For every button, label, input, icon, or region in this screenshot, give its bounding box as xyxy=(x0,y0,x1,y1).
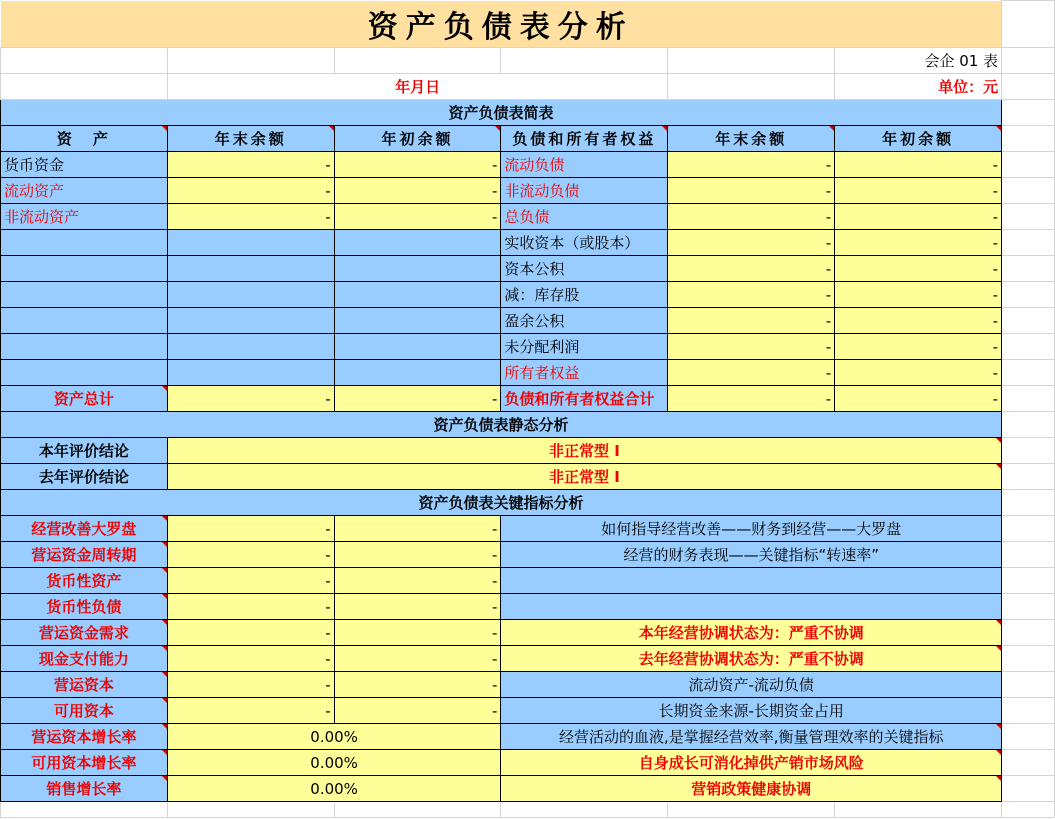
section-header[interactable]: 资产负债表关键指标分析 xyxy=(1,490,1002,516)
empty-cell[interactable] xyxy=(1002,464,1055,490)
asset-end-value[interactable] xyxy=(167,282,334,308)
liability-label[interactable]: 所有者权益 xyxy=(501,360,668,386)
growth-value[interactable]: 0.00% xyxy=(167,776,501,802)
table-row xyxy=(1,594,1055,620)
empty-cell[interactable] xyxy=(1002,1,1055,48)
liability-begin-value[interactable]: - xyxy=(835,308,1002,334)
asset-total-end[interactable]: - xyxy=(167,386,334,412)
indicator-value[interactable]: - xyxy=(334,568,501,594)
indicator-value[interactable]: - xyxy=(334,672,501,698)
indicator-value[interactable]: - xyxy=(167,542,334,568)
table-row xyxy=(1,490,1055,516)
indicator-value[interactable]: - xyxy=(167,646,334,672)
asset-begin-value[interactable] xyxy=(334,334,501,360)
liability-end-value[interactable]: - xyxy=(668,282,835,308)
liability-end-value[interactable]: - xyxy=(668,204,835,230)
table-row xyxy=(1,178,1055,204)
table-row xyxy=(1,334,1055,360)
asset-label[interactable] xyxy=(1,308,168,334)
date-label[interactable]: 年月日 xyxy=(167,74,668,100)
indicator-value[interactable]: - xyxy=(167,516,334,542)
section-header[interactable]: 资产负债表静态分析 xyxy=(1,412,1002,438)
indicator-value[interactable]: - xyxy=(334,646,501,672)
indicator-note[interactable]: 去年经营协调状态为：严重不协调 xyxy=(501,646,1002,672)
indicator-label[interactable]: 货币性负债 xyxy=(1,594,168,620)
liability-label[interactable]: 总负债 xyxy=(501,204,668,230)
table-row xyxy=(1,568,1055,594)
evaluation-label[interactable]: 本年评价结论 xyxy=(1,438,168,464)
liability-begin-value[interactable]: - xyxy=(835,178,1002,204)
asset-label[interactable]: 货币资金 xyxy=(1,152,168,178)
form-number[interactable]: 会企 01 表 xyxy=(835,48,1002,74)
table-row xyxy=(1,464,1055,490)
asset-begin-value[interactable]: - xyxy=(334,204,501,230)
table-row xyxy=(1,750,1055,776)
liability-total-end[interactable]: - xyxy=(668,386,835,412)
empty-cell[interactable] xyxy=(668,802,835,818)
empty-cell[interactable] xyxy=(1002,178,1055,204)
indicator-label[interactable]: 营运资本 xyxy=(1,672,168,698)
empty-cell[interactable] xyxy=(1002,646,1055,672)
indicator-label[interactable]: 现金支付能力 xyxy=(1,646,168,672)
asset-begin-value[interactable] xyxy=(334,230,501,256)
empty-cell[interactable] xyxy=(1002,750,1055,776)
asset-total-begin[interactable]: - xyxy=(334,386,501,412)
empty-cell[interactable] xyxy=(1002,776,1055,802)
liability-end-value[interactable]: - xyxy=(668,256,835,282)
empty-cell[interactable] xyxy=(167,802,334,818)
growth-value[interactable]: 0.00% xyxy=(167,750,501,776)
indicator-value[interactable]: - xyxy=(167,672,334,698)
indicator-value[interactable]: - xyxy=(167,594,334,620)
indicator-note[interactable]: 经营的财务表现——关键指标“转速率” xyxy=(501,542,1002,568)
asset-begin-value[interactable] xyxy=(334,360,501,386)
table-row xyxy=(1,776,1055,802)
table-row xyxy=(1,620,1055,646)
table-row xyxy=(1,542,1055,568)
indicator-value[interactable]: - xyxy=(167,568,334,594)
empty-cell[interactable] xyxy=(1002,620,1055,646)
table-row xyxy=(1,438,1055,464)
liability-label[interactable]: 流动负债 xyxy=(501,152,668,178)
table-row xyxy=(1,74,1055,100)
asset-label[interactable]: 非流动资产 xyxy=(1,204,168,230)
indicator-label[interactable]: 营运资金需求 xyxy=(1,620,168,646)
asset-begin-value[interactable]: - xyxy=(334,178,501,204)
column-header[interactable]: 年末余额 xyxy=(668,126,835,152)
column-header[interactable]: 年初余额 xyxy=(835,126,1002,152)
empty-cell[interactable] xyxy=(334,48,501,74)
empty-cell[interactable] xyxy=(501,48,668,74)
empty-cell[interactable] xyxy=(1002,334,1055,360)
indicator-note[interactable] xyxy=(501,594,1002,620)
asset-end-value[interactable] xyxy=(167,334,334,360)
asset-end-value[interactable] xyxy=(167,256,334,282)
asset-end-value[interactable]: - xyxy=(167,204,334,230)
table-row xyxy=(1,646,1055,672)
growth-label[interactable]: 销售增长率 xyxy=(1,776,168,802)
table-row xyxy=(1,230,1055,256)
table-row xyxy=(1,802,1055,818)
asset-end-value[interactable] xyxy=(167,230,334,256)
unit-label[interactable]: 单位：元 xyxy=(835,74,1002,100)
table-row xyxy=(1,126,1055,152)
evaluation-label[interactable]: 去年评价结论 xyxy=(1,464,168,490)
liability-begin-value[interactable]: - xyxy=(835,282,1002,308)
indicator-note[interactable]: 如何指导经营改善——财务到经营——大罗盘 xyxy=(501,516,1002,542)
indicator-value[interactable]: - xyxy=(334,698,501,724)
empty-cell[interactable] xyxy=(668,48,835,74)
empty-cell[interactable] xyxy=(1002,308,1055,334)
liability-end-value[interactable]: - xyxy=(668,230,835,256)
empty-cell[interactable] xyxy=(1002,152,1055,178)
empty-cell[interactable] xyxy=(1002,802,1055,818)
indicator-value[interactable]: - xyxy=(334,594,501,620)
empty-cell[interactable] xyxy=(1002,438,1055,464)
empty-cell[interactable] xyxy=(1002,360,1055,386)
liability-total-label[interactable]: 负债和所有者权益合计 xyxy=(501,386,668,412)
empty-cell[interactable] xyxy=(1002,490,1055,516)
growth-label[interactable]: 营运资本增长率 xyxy=(1,724,168,750)
table-row xyxy=(1,204,1055,230)
asset-begin-value[interactable] xyxy=(334,282,501,308)
table-row xyxy=(1,100,1055,126)
empty-cell[interactable] xyxy=(1,802,168,818)
asset-end-value[interactable] xyxy=(167,360,334,386)
liability-label[interactable]: 资本公积 xyxy=(501,256,668,282)
asset-begin-value[interactable] xyxy=(334,308,501,334)
table-row xyxy=(1,282,1055,308)
asset-end-value[interactable]: - xyxy=(167,178,334,204)
table-row xyxy=(1,308,1055,334)
table-row xyxy=(1,516,1055,542)
indicator-label[interactable]: 经营改善大罗盘 xyxy=(1,516,168,542)
empty-cell[interactable] xyxy=(1002,204,1055,230)
empty-cell[interactable] xyxy=(1002,568,1055,594)
table-row xyxy=(1,672,1055,698)
asset-begin-value[interactable] xyxy=(334,256,501,282)
empty-cell[interactable] xyxy=(1002,282,1055,308)
table-row xyxy=(1,152,1055,178)
liability-end-value[interactable]: - xyxy=(668,334,835,360)
liability-begin-value[interactable]: - xyxy=(835,334,1002,360)
indicator-value[interactable]: - xyxy=(334,516,501,542)
growth-label[interactable]: 可用资本增长率 xyxy=(1,750,168,776)
empty-cell[interactable] xyxy=(1002,594,1055,620)
empty-cell[interactable] xyxy=(1002,100,1055,126)
growth-note[interactable]: 自身成长可消化掉供产销市场风险 xyxy=(501,750,1002,776)
liability-end-value[interactable]: - xyxy=(668,360,835,386)
growth-value[interactable]: 0.00% xyxy=(167,724,501,750)
indicator-value[interactable]: - xyxy=(334,542,501,568)
liability-label[interactable]: 未分配利润 xyxy=(501,334,668,360)
empty-cell[interactable] xyxy=(1,48,168,74)
liability-end-value[interactable]: - xyxy=(668,308,835,334)
table-row xyxy=(1,1,1055,48)
asset-label[interactable]: 流动资产 xyxy=(1,178,168,204)
table-row xyxy=(1,724,1055,750)
column-header[interactable]: 负债和所有者权益 xyxy=(501,126,668,152)
indicator-value[interactable]: - xyxy=(334,620,501,646)
empty-cell[interactable] xyxy=(668,74,835,100)
empty-cell[interactable] xyxy=(1002,256,1055,282)
asset-total-label[interactable]: 资产总计 xyxy=(1,386,168,412)
empty-cell[interactable] xyxy=(167,48,334,74)
liability-begin-value[interactable]: - xyxy=(835,360,1002,386)
section-header[interactable]: 资产负债表简表 xyxy=(1,100,1002,126)
empty-cell[interactable] xyxy=(1002,698,1055,724)
evaluation-value[interactable]: 非正常型 I xyxy=(167,464,1001,490)
liability-begin-value[interactable]: - xyxy=(835,230,1002,256)
table-row xyxy=(1,386,1055,412)
indicator-value[interactable]: - xyxy=(167,620,334,646)
asset-label[interactable] xyxy=(1,282,168,308)
liability-label[interactable]: 减：库存股 xyxy=(501,282,668,308)
column-header[interactable]: 资 产 xyxy=(1,126,168,152)
indicator-label[interactable]: 货币性资产 xyxy=(1,568,168,594)
indicator-note[interactable]: 长期资金来源-长期资金占用 xyxy=(501,698,1002,724)
indicator-note[interactable]: 流动资产-流动负债 xyxy=(501,672,1002,698)
liability-begin-value[interactable]: - xyxy=(835,152,1002,178)
asset-label[interactable] xyxy=(1,334,168,360)
asset-begin-value[interactable]: - xyxy=(334,152,501,178)
empty-cell[interactable] xyxy=(1002,516,1055,542)
asset-end-value[interactable] xyxy=(167,308,334,334)
empty-cell[interactable] xyxy=(1002,48,1055,74)
evaluation-value[interactable]: 非正常型 I xyxy=(167,438,1001,464)
empty-cell[interactable] xyxy=(1002,672,1055,698)
table-row xyxy=(1,698,1055,724)
empty-cell[interactable] xyxy=(1002,412,1055,438)
liability-label[interactable]: 非流动负债 xyxy=(501,178,668,204)
page-title[interactable]: 资产负债表分析 xyxy=(1,1,1002,48)
liability-label[interactable]: 实收资本（或股本） xyxy=(501,230,668,256)
empty-cell[interactable] xyxy=(1002,386,1055,412)
empty-cell[interactable] xyxy=(1002,126,1055,152)
table-row xyxy=(1,256,1055,282)
indicator-value[interactable]: - xyxy=(167,698,334,724)
empty-cell[interactable] xyxy=(1002,74,1055,100)
indicator-note[interactable] xyxy=(501,568,1002,594)
indicator-label[interactable]: 营运资金周转期 xyxy=(1,542,168,568)
column-header[interactable]: 年初余额 xyxy=(334,126,501,152)
liability-end-value[interactable]: - xyxy=(668,152,835,178)
empty-cell[interactable] xyxy=(1,74,168,100)
empty-cell[interactable] xyxy=(1002,724,1055,750)
table-row xyxy=(1,360,1055,386)
empty-cell[interactable] xyxy=(1002,230,1055,256)
liability-end-value[interactable]: - xyxy=(668,178,835,204)
table-row xyxy=(1,412,1055,438)
liability-total-begin[interactable]: - xyxy=(835,386,1002,412)
liability-begin-value[interactable]: - xyxy=(835,204,1002,230)
column-header[interactable]: 年末余额 xyxy=(167,126,334,152)
indicator-note[interactable]: 本年经营协调状态为：严重不协调 xyxy=(501,620,1002,646)
table-row xyxy=(1,48,1055,74)
empty-cell[interactable] xyxy=(501,802,668,818)
empty-cell[interactable] xyxy=(835,802,1002,818)
empty-cell[interactable] xyxy=(1002,542,1055,568)
empty-cell[interactable] xyxy=(334,802,501,818)
indicator-label[interactable]: 可用资本 xyxy=(1,698,168,724)
growth-note[interactable]: 营销政策健康协调 xyxy=(501,776,1002,802)
asset-label[interactable] xyxy=(1,360,168,386)
liability-begin-value[interactable]: - xyxy=(835,256,1002,282)
liability-label[interactable]: 盈余公积 xyxy=(501,308,668,334)
growth-note[interactable]: 经营活动的血液,是掌握经营效率,衡量管理效率的关键指标 xyxy=(501,724,1002,750)
asset-label[interactable] xyxy=(1,256,168,282)
asset-label[interactable] xyxy=(1,230,168,256)
asset-end-value[interactable]: - xyxy=(167,152,334,178)
